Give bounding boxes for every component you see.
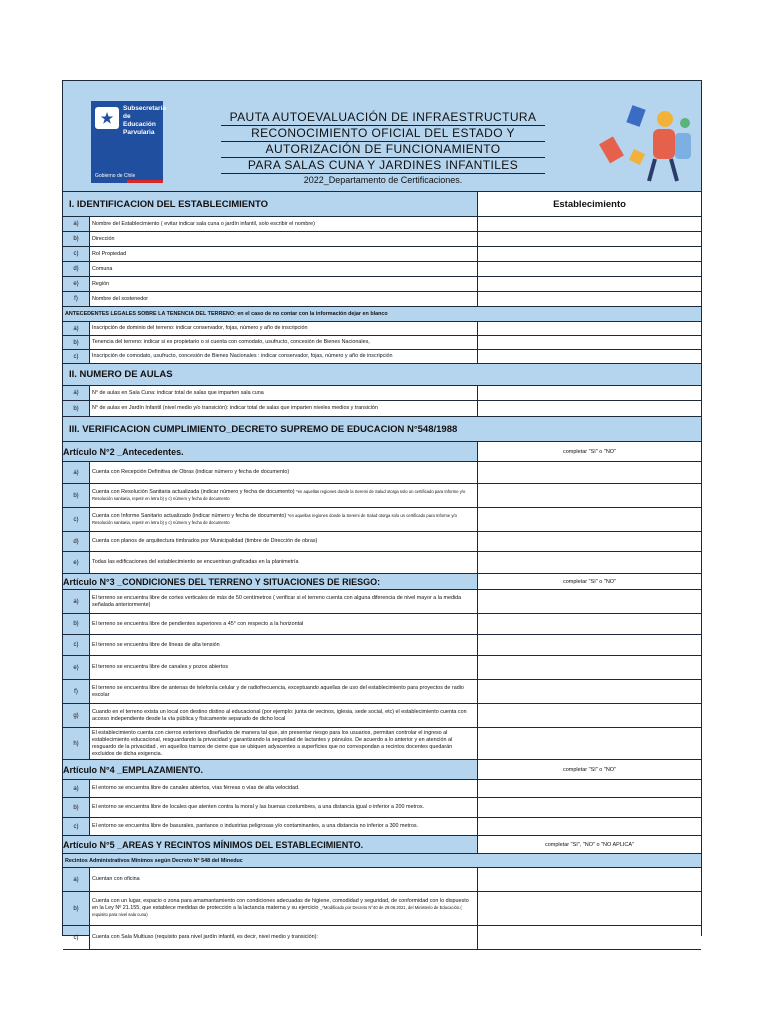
answer-cell[interactable] bbox=[477, 892, 701, 925]
answer-cell[interactable] bbox=[477, 614, 701, 634]
row-letter: b) bbox=[63, 614, 90, 634]
question-footnote: *en aquellas regiones donde la Seremi de Salud otorga solo un certificado para Informe y/o Resolución sanitaria, repetir en letra b) y c) número y fecha de documento bbox=[92, 512, 457, 525]
answer-cell[interactable] bbox=[477, 386, 701, 400]
question-text: Cuenta con Recepción Definitiva de Obras (indicar número y fecha de documento) bbox=[92, 469, 290, 475]
question-text: Inscripción de dominio del terreno: indicar conservador, fojas, número y año de inscripción bbox=[92, 325, 308, 331]
articulo-2-title-instruction: completar "SI" o "NO" bbox=[477, 442, 701, 461]
answer-cell[interactable] bbox=[477, 350, 701, 363]
question-text: Cuenta con Informe Sanitario actualizado (indicar número y fecha de documento) *en aquellas regiones donde la Seremi de Salud otorga solo un certificado para Informe y/o Resolución sanitaria, repetir en letra b) y c) número y fecha de documento bbox=[92, 512, 457, 525]
row-letter: a) bbox=[63, 386, 90, 400]
question-text: El terreno se encuentra libre de líneas de alta tensión bbox=[92, 641, 220, 648]
question-text: Tenencia del terreno: indicar si es propietario o si cuenta con comodato, usufructo, concesión de Bienes Nacionales, bbox=[92, 339, 370, 345]
form-title: PAUTA AUTOEVALUACIÓN DE INFRAESTRUCTURA RECONOCIMIENTO OFICIAL DEL ESTADO Y AUTORIZACIÓN DE FUNCIONAMIENTO PARA SALAS CUNA Y JARDINES INFANTILES 2022_Departamento de Certificaciones. bbox=[213, 110, 553, 186]
answer-cell[interactable] bbox=[477, 247, 701, 261]
row-letter: a) bbox=[63, 322, 90, 335]
identificacion-row bbox=[90, 292, 477, 306]
question-text: El terreno se encuentra libre de antenas de telefonía celular y de radiofrecuencia, exceptuando aquellas de uso del establecimiento para proyectos de radio escolar bbox=[92, 684, 464, 698]
identificacion-row bbox=[90, 247, 477, 261]
children-illustration-icon bbox=[601, 99, 699, 185]
question-text: Región bbox=[92, 280, 110, 287]
answer-cell[interactable] bbox=[477, 552, 701, 573]
row-letter: c) bbox=[63, 508, 90, 531]
identificacion-row bbox=[90, 217, 477, 231]
question-text: N° de aulas en Jardín Infantil (nivel medio y/o transición): indicar total de salas que imparten niveles medios y transición bbox=[92, 405, 378, 411]
answer-cell[interactable] bbox=[477, 728, 701, 759]
answer-cell[interactable] bbox=[477, 462, 701, 483]
answer-cell[interactable] bbox=[477, 508, 701, 531]
section-identificacion-title-col-header: Establecimiento bbox=[477, 192, 701, 216]
question-text: Todas las edificaciones del establecimiento se encuentran graficadas en la planimetría bbox=[92, 559, 299, 565]
articulo-3-row bbox=[90, 614, 477, 634]
answer-cell[interactable] bbox=[477, 798, 701, 817]
row-letter: f) bbox=[63, 292, 90, 306]
answer-cell[interactable] bbox=[477, 532, 701, 551]
answer-cell[interactable] bbox=[477, 484, 701, 507]
antecedentes-title: ANTECEDENTES LEGALES SOBRE LA TENENCIA DEL TERRENO: en el caso de no contar con la información dejar en blanco bbox=[65, 311, 388, 317]
answer-cell[interactable] bbox=[477, 868, 701, 891]
row-divider bbox=[63, 949, 701, 950]
articulo-4-row bbox=[90, 798, 477, 817]
articulo-2-row bbox=[90, 484, 477, 507]
question-footnote: *en aquellas regiones donde la Seremi de Salud otorga solo un certificado para Informe y/o Resolución sanitaria, repetir en letra b) y c) número y fecha de documento bbox=[92, 488, 466, 501]
question-footnote: _*Modificado por Decreto N°40 de 29.06.2021, del Ministerio de Educación.( requisito para nivel sala cuna) bbox=[92, 905, 462, 917]
articulo-4-title: Artículo N°4 _EMPLAZAMIENTO. bbox=[63, 764, 203, 775]
row-letter: b) bbox=[63, 401, 90, 416]
row-letter: b) bbox=[63, 892, 90, 925]
row-letter: g) bbox=[63, 704, 90, 727]
government-emblem-icon: ★ bbox=[95, 107, 119, 129]
question-text: El terreno se encuentra libre de canales y pozos abiertos bbox=[92, 664, 229, 670]
row-letter: h) bbox=[63, 728, 90, 759]
row-letter: c) bbox=[63, 247, 90, 261]
question-text: Cuenta con Sala Multiuso (requisito para nivel jardín infantil, es decir, nivel medio y transición): bbox=[92, 934, 318, 940]
articulo-3-title: Artículo N°3 _CONDICIONES DEL TERRENO Y SITUACIONES DE RIESGO: bbox=[63, 576, 381, 587]
answer-cell[interactable] bbox=[477, 680, 701, 703]
row-letter: a) bbox=[63, 590, 90, 613]
answer-cell[interactable] bbox=[477, 336, 701, 349]
answer-cell[interactable] bbox=[477, 704, 701, 727]
articulo-3-row bbox=[90, 635, 477, 655]
row-letter: a) bbox=[63, 868, 90, 891]
articulo-3-row bbox=[90, 704, 477, 727]
question-text: El establecimiento cuenta con cierros exteriores diseñados de manera tal que, sin presentar riesgo para los usuarios, permitan controlar el ingreso al establecimiento educacional, resguardando la privacidad y garantizando la seguridad de lactantes y párvulos. De acuerdo a lo anterior y en atención al resguardo de la privacidad , en aquellos tramos de cierre que se ubiquen adyacentes a superficies que no correspondan a recintos docentes quedarán excluidos de dicha exigencia. bbox=[92, 729, 453, 757]
identificacion-row bbox=[90, 277, 477, 291]
row-letter: b) bbox=[63, 484, 90, 507]
answer-cell[interactable] bbox=[477, 232, 701, 246]
row-letter: b) bbox=[63, 232, 90, 246]
articulo-5-row bbox=[90, 868, 477, 891]
form-subtitle: 2022_Departamento de Certificaciones. bbox=[303, 175, 463, 185]
articulo-3-row bbox=[90, 680, 477, 703]
answer-cell[interactable] bbox=[477, 590, 701, 613]
answer-cell[interactable] bbox=[477, 635, 701, 655]
identificacion-row bbox=[90, 262, 477, 276]
question-text: Dirección bbox=[92, 235, 115, 242]
articulo-3-title-instruction: completar "SI" o "NO" bbox=[477, 574, 701, 589]
row-letter: c) bbox=[63, 635, 90, 655]
aulas-row bbox=[90, 401, 477, 416]
row-letter: d) bbox=[63, 532, 90, 551]
question-text: Cuentan con oficina bbox=[92, 876, 140, 882]
answer-cell[interactable] bbox=[477, 818, 701, 835]
question-text: Nombre del sostenedor bbox=[92, 295, 149, 302]
row-letter: e) bbox=[63, 552, 90, 573]
row-letter: d) bbox=[63, 262, 90, 276]
subsecretaria-logo: ★ Subsecretaría de Educación Parvularia Gobierno de Chile bbox=[91, 101, 163, 183]
antecedentes-row bbox=[90, 350, 477, 363]
row-letter: b) bbox=[63, 798, 90, 817]
antecedentes-row bbox=[90, 322, 477, 335]
articulo-2-title: Artículo N°2 _Antecedentes. bbox=[63, 446, 184, 457]
section-verificacion-title: III. VERIFICACION CUMPLIMIENTO_DECRETO SUPREMO DE EDUCACION N°548/1988 bbox=[69, 423, 458, 435]
articulo-2-row bbox=[90, 552, 477, 573]
question-text: Cuenta con Resolución Sanitaria actualizada (indicar número y fecha de documento) *en aquellas regiones donde la Seremi de Salud otorga solo un certificado para Informe y/o Resolución sanitaria, repetir en letra b) y c) número y fecha de documento bbox=[92, 488, 466, 501]
question-text: Inscripción de comodato, usufructo, concesión de Bienes Nacionales : indicar conservador, fojas, número y año de inscripción bbox=[92, 353, 393, 359]
row-letter: e) bbox=[63, 656, 90, 679]
answer-cell[interactable] bbox=[477, 656, 701, 679]
answer-cell[interactable] bbox=[477, 926, 701, 949]
articulo-5-title-instruction: completar "SI", "NO" o "NO APLICA" bbox=[477, 836, 701, 853]
row-letter: b) bbox=[63, 336, 90, 349]
section-identificacion-title: I. IDENTIFICACION DEL ESTABLECIMIENTO bbox=[69, 198, 268, 210]
row-letter: a) bbox=[63, 462, 90, 483]
row-letter: f) bbox=[63, 680, 90, 703]
row-letter: a) bbox=[63, 217, 90, 231]
articulo-2-row bbox=[90, 508, 477, 531]
articulo-4-title-instruction: completar "SI" o "NO" bbox=[477, 760, 701, 779]
question-text: Cuando en el terreno exista un local con destino distino al educacional (por ejemplo: junta de vecinos, iglesia, sede social, etc) el establecimiento cuenta con acceso independiente desde la vía pública y físicamente separado de dicho local bbox=[92, 708, 467, 722]
articulo-3-row bbox=[90, 590, 477, 613]
recintos-administrativos-subtitle: Recintos Administrativos Mínimos según Decreto N° 548 del Mineduc bbox=[65, 857, 243, 864]
answer-cell[interactable] bbox=[477, 217, 701, 231]
answer-cell[interactable] bbox=[477, 780, 701, 797]
articulo-3-row bbox=[90, 728, 477, 759]
gobierno-label: Gobierno de Chile bbox=[95, 173, 136, 179]
articulo-5-row bbox=[90, 892, 477, 925]
section-aulas-title: II. NUMERO DE AULAS bbox=[69, 369, 173, 380]
identificacion-row bbox=[90, 232, 477, 246]
articulo-5-title: Artículo N°5 _AREAS Y RECINTOS MÍNIMOS DEL ESTABLECIMIENTO. bbox=[63, 839, 364, 850]
question-text: El terreno se encuentra libre de pendientes superiores a 45° con respecto a la horizontal bbox=[92, 620, 304, 627]
question-text: El entorno se encuentra libre de basurales, pantanos o industrias peligrosas y/o contaminantes, a una distancia no inferior a 300 metros. bbox=[92, 823, 419, 829]
row-letter: c) bbox=[63, 818, 90, 835]
question-text: Cuenta con un lugar, espacio o zona para amamantamiento con condiciones adecuadas de higiene, comodidad y seguridad, de conformidad con lo dispuesto en la Ley Nº 21.155, que establece medidas de protección a la lactancia materna y su ejercicio _*Modificado por Decreto N°40 de 29.06.2021, del Ministerio de Educación.( requisito para nivel sala cuna) bbox=[92, 898, 469, 917]
question-text: N° de aulas en Sala Cuna: indicar total de salas que imparten sala cuna bbox=[92, 389, 264, 396]
question-text: El entorno se encuentra libre de locales que atenten contra la moral y las buenas costumbres, a una distancia igual o inferior a 200 metros. bbox=[92, 804, 425, 810]
articulo-4-row bbox=[90, 780, 477, 797]
question-text: Nombre del Establecimiento ( evitar indicar sala cuna o jardín infantil, solo escribir el nombre) bbox=[92, 220, 315, 227]
question-text: El terreno se encuentra libre de cortes verticales de más de 50 centímetros ( verificar si el terreno cuenta con alguna diferencia de nivel mayor a la medida señalada anteriormente) bbox=[92, 594, 462, 608]
aulas-row bbox=[90, 386, 477, 400]
articulo-2-row bbox=[90, 462, 477, 483]
answer-cell[interactable] bbox=[477, 401, 701, 416]
row-letter: a) bbox=[63, 780, 90, 797]
answer-cell[interactable] bbox=[477, 262, 701, 276]
articulo-4-row bbox=[90, 818, 477, 835]
form-header bbox=[63, 81, 701, 191]
form-sheet bbox=[62, 80, 702, 941]
articulo-3-row bbox=[90, 656, 477, 679]
row-letter: e) bbox=[63, 277, 90, 291]
articulo-5-row bbox=[90, 926, 477, 949]
answer-cell[interactable] bbox=[477, 292, 701, 306]
question-text: Comuna bbox=[92, 265, 113, 272]
question-text: Rol Propiedad bbox=[92, 250, 127, 257]
question-text: El entorno se encuentra libre de canales abiertos, vías férreas o vías de alta velocidad. bbox=[92, 785, 300, 791]
answer-cell[interactable] bbox=[477, 277, 701, 291]
antecedentes-row bbox=[90, 336, 477, 349]
articulo-2-row bbox=[90, 532, 477, 551]
row-letter: c) bbox=[63, 350, 90, 363]
answer-cell[interactable] bbox=[477, 322, 701, 335]
row-letter: c) bbox=[63, 926, 90, 949]
question-text: Cuenta con planos de arquitectura timbrados por Municipalidad (timbre de Dirección de obras) bbox=[92, 538, 318, 544]
